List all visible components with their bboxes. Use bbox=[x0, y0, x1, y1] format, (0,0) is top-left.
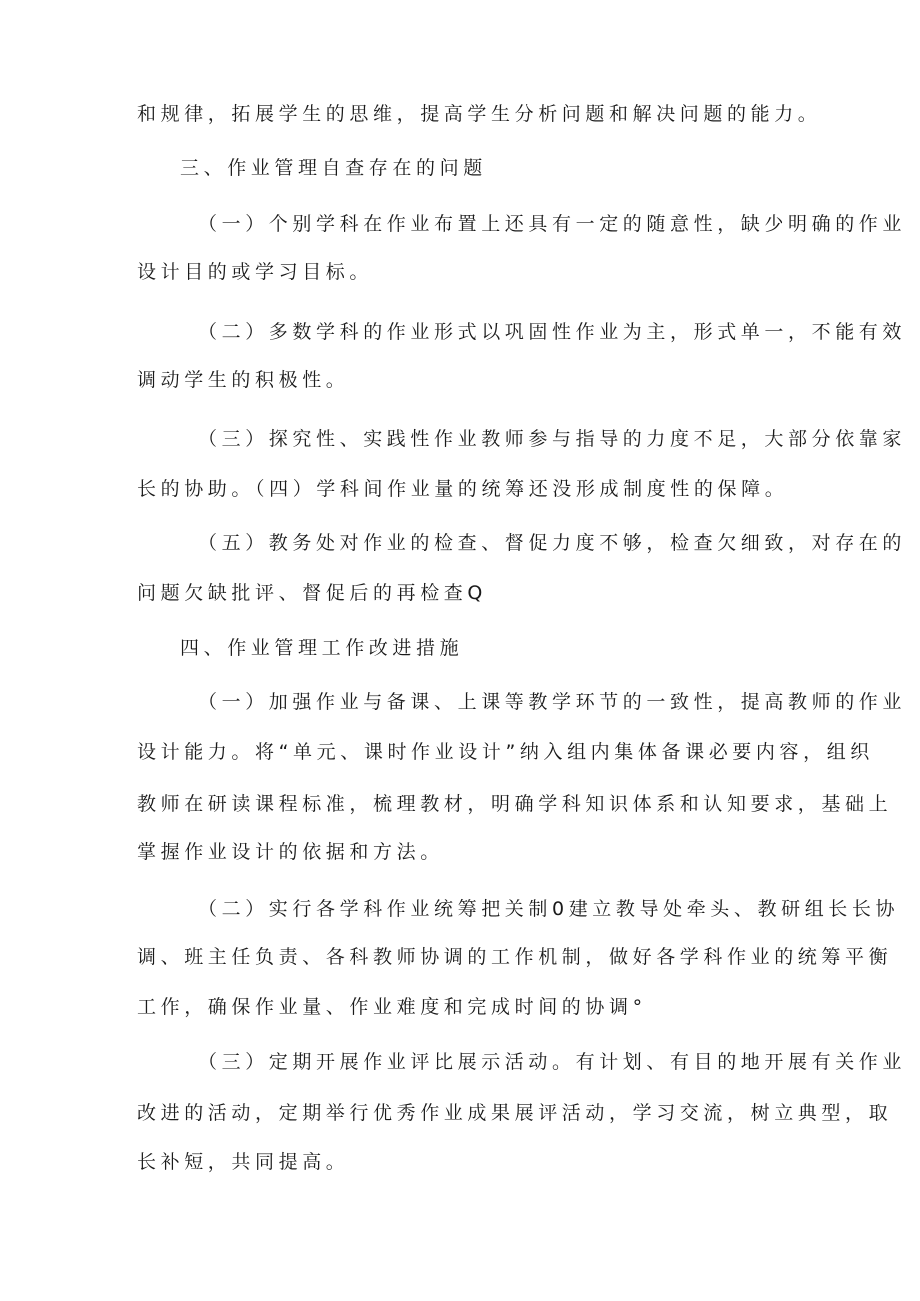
paragraph-line: 和规律，拓展学生的思维，提高学生分析问题和解决问题的能力。 bbox=[137, 103, 822, 125]
paragraph-line: 长的协助。（四）学科间作业量的统筹还没形成制度性的保障。 bbox=[137, 478, 789, 500]
paragraph-line: （一）个别学科在作业布置上还具有一定的随意性，缺少明确的作业 bbox=[198, 213, 907, 235]
paragraph-line: 教师在研读课程标准，梳理教材，明确学科知识体系和认知要求，基础上 bbox=[137, 793, 893, 815]
paragraph-line: 掌握作业设计的依据和方法。 bbox=[137, 841, 444, 863]
paragraph-line: 调动学生的积极性。 bbox=[137, 369, 350, 391]
paragraph-line: 改进的活动，定期举行优秀作业成果展评活动，学习交流，树立典型，取 bbox=[137, 1102, 893, 1124]
paragraph-line: （三）探究性、实践性作业教师参与指导的力度不足，大部分依靠家 bbox=[198, 428, 907, 450]
paragraph-line: 设计目的或学习目标。 bbox=[137, 261, 374, 283]
paragraph-line: 问题欠缺批评、督促后的再检查Q bbox=[137, 582, 487, 604]
paragraph-line: （一）加强作业与备课、上课等教学环节的一致性，提高教师的作业 bbox=[198, 691, 907, 713]
paragraph-line: （五）教务处对作业的检查、督促力度不够，检查欠细致，对存在的 bbox=[198, 532, 907, 554]
paragraph-line: 调、班主任负责、各科教师协调的工作机制，做好各学科作业的统筹平衡 bbox=[137, 946, 893, 968]
section-heading: 三、作业管理自查存在的问题 bbox=[180, 157, 487, 179]
paragraph-line: 工作，确保作业量、作业难度和完成时间的协调° bbox=[137, 996, 647, 1018]
section-heading: 四、作业管理工作改进措施 bbox=[180, 637, 464, 659]
paragraph-line: （二）多数学科的作业形式以巩固性作业为主，形式单一，不能有效 bbox=[198, 321, 907, 343]
paragraph-line: （三）定期开展作业评比展示活动。有计划、有目的地开展有关作业 bbox=[198, 1051, 907, 1073]
paragraph-line: 长补短，共同提高。 bbox=[137, 1151, 350, 1173]
paragraph-line: 设计能力。将“单元、课时作业设计”纳入组内集体备课必要内容，组织 bbox=[137, 741, 874, 763]
paragraph-line: （二）实行各学科作业统筹把关制0建立教导处牵头、教研组长长协 bbox=[198, 898, 900, 920]
